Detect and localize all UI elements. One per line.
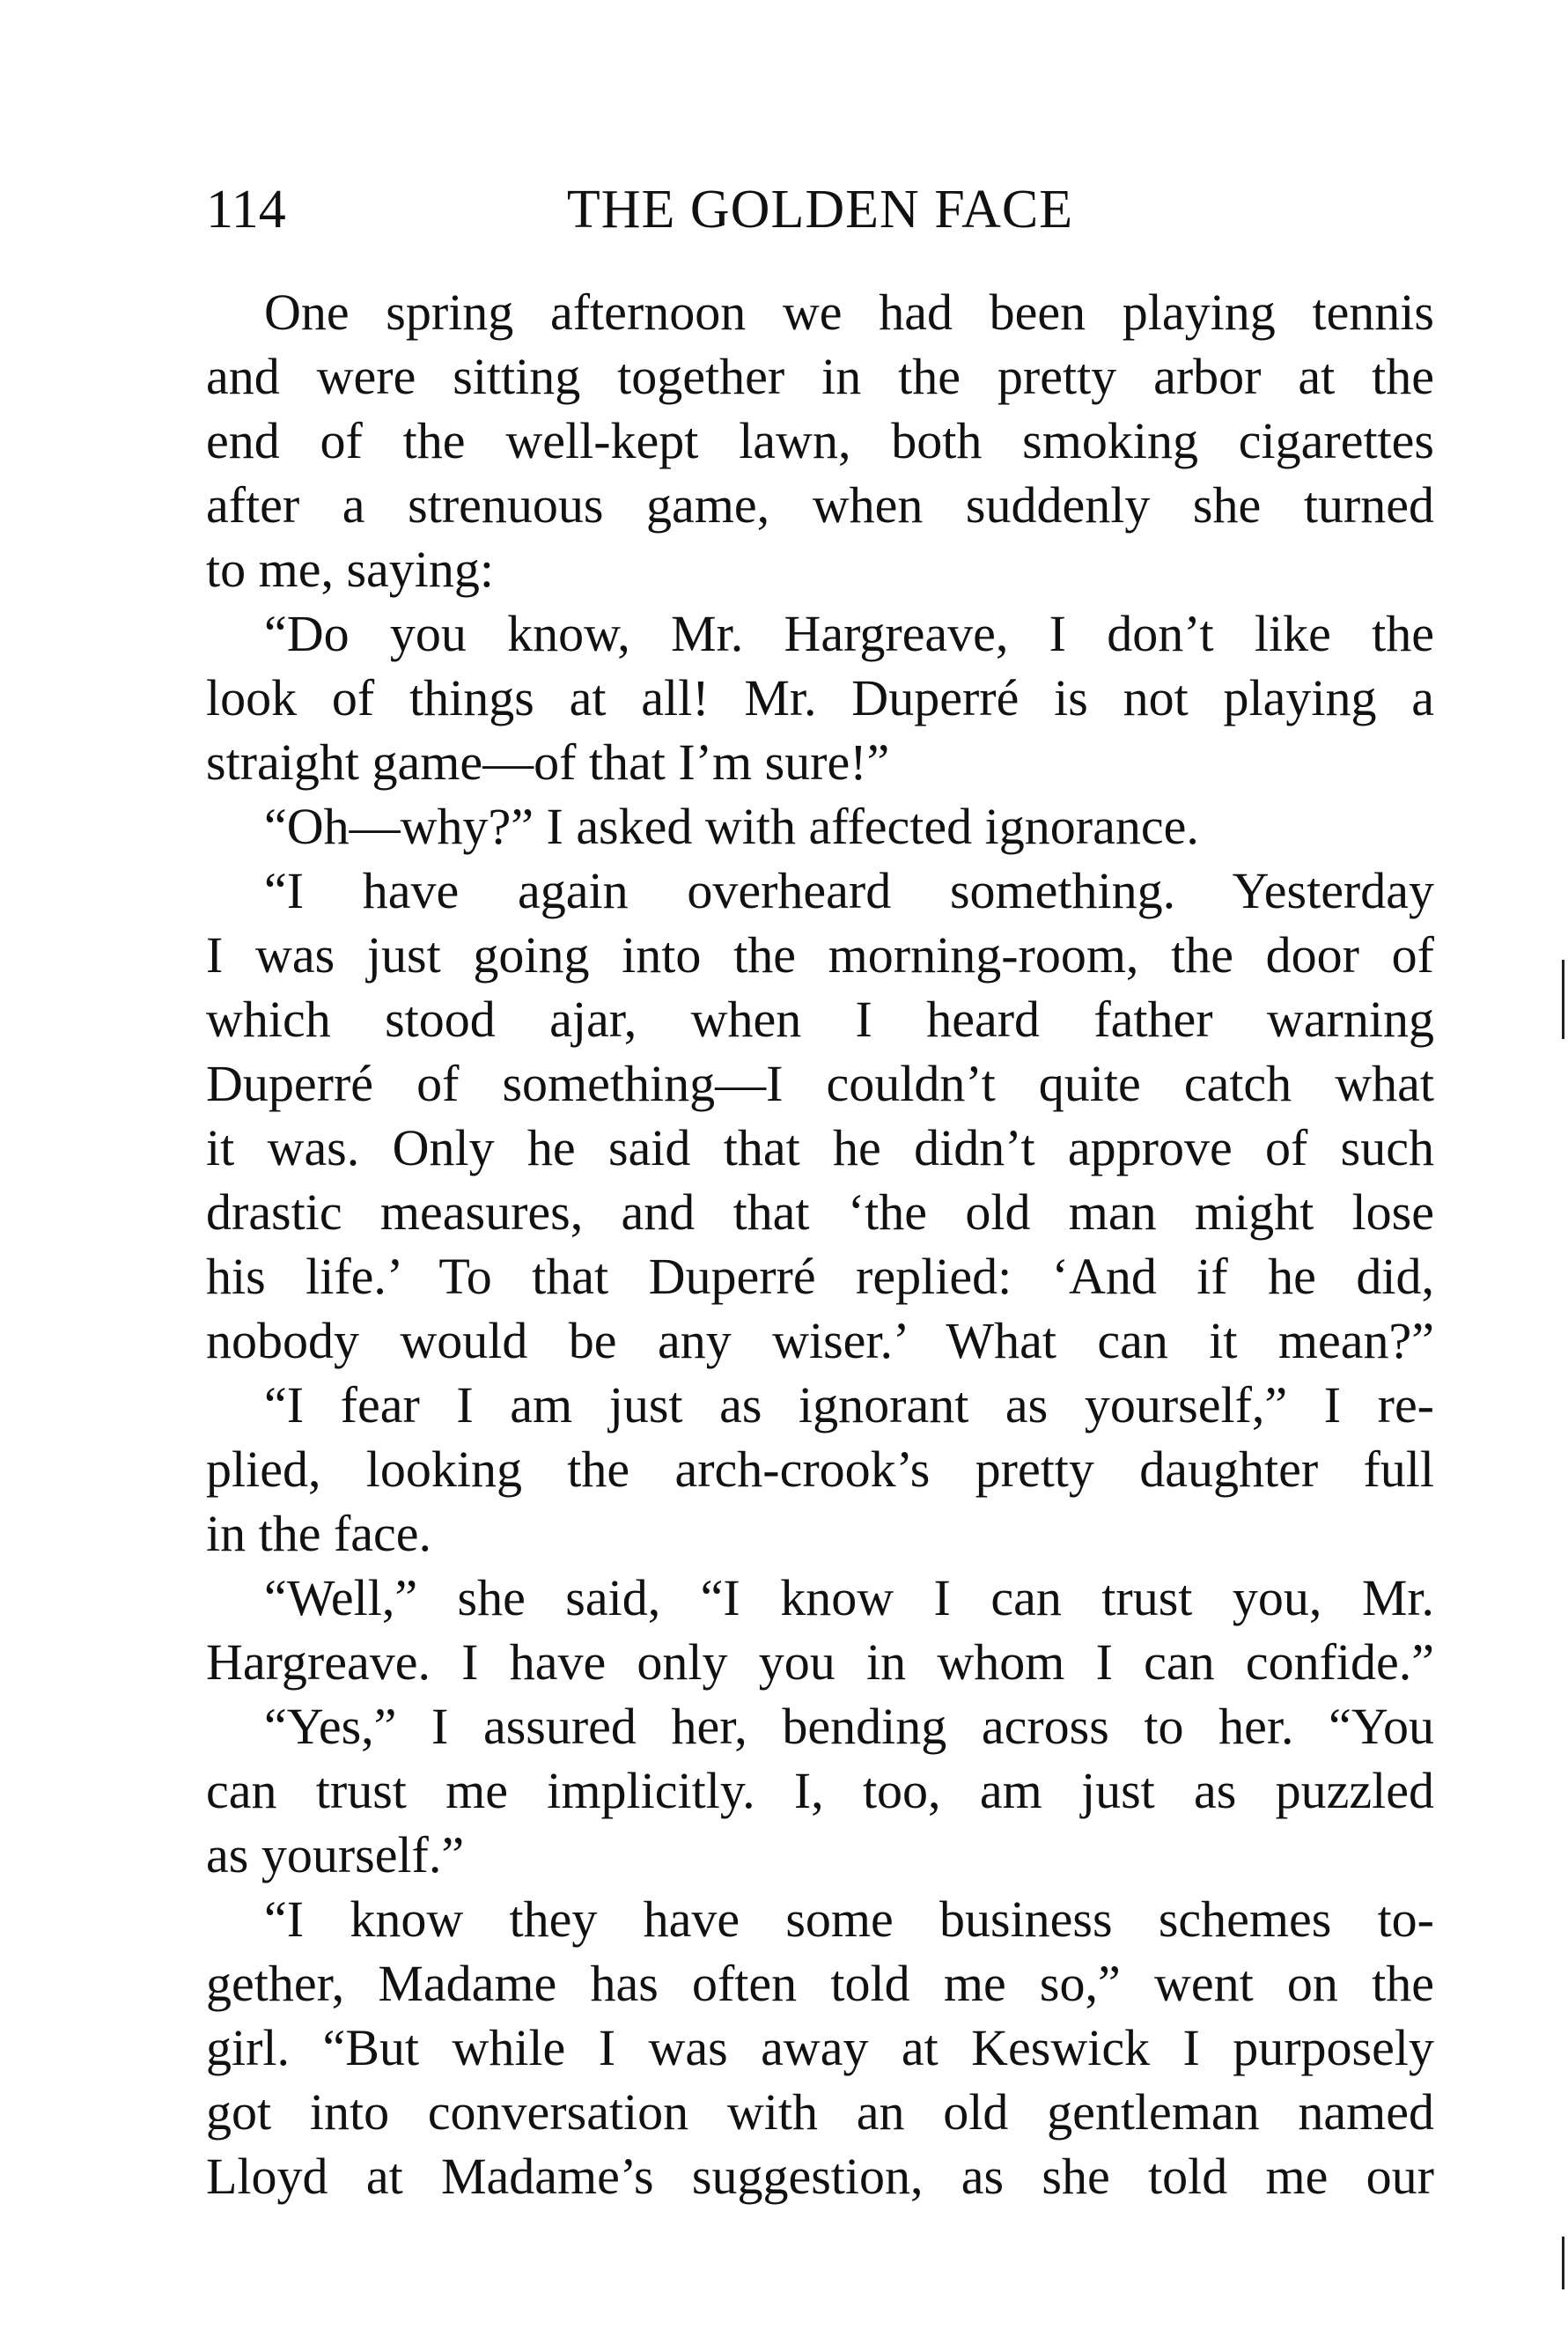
scan-edge-mark [1562, 2237, 1564, 2289]
text-line: “I have again overheard something. Yesterday [264, 862, 1434, 919]
text-line: Lloyd at Madame’s suggestion, as she told me our [206, 2148, 1434, 2205]
text-line: “I fear I am just as ignorant as yourself,” I re- [264, 1376, 1434, 1434]
text-line: can trust me implicitly. I, too, am just as puzzled [206, 1762, 1434, 1819]
text-line: which stood ajar, when I heard father warning [206, 991, 1434, 1048]
text-line: and were sitting together in the pretty arbor at the [206, 348, 1434, 405]
text-line: look of things at all! Mr. Duperré is not playing a [206, 669, 1434, 726]
text-line: Hargreave. I have only you in whom I can confide.” [206, 1633, 1434, 1691]
text-line: to me, saying: [206, 541, 495, 598]
text-line: “Do you know, Mr. Hargreave, I don’t like the [264, 605, 1434, 662]
text-line: got into conversation with an old gentleman named [206, 2083, 1434, 2141]
body-text [206, 280, 1434, 2208]
text-line: “Oh—why?” I asked with affected ignorance. [264, 798, 1199, 855]
page-header [206, 174, 1434, 245]
text-line: as yourself.” [206, 1826, 465, 1883]
text-line: “I know they have some business schemes to- [264, 1890, 1434, 1948]
text-line: Duperré of something—I couldn’t quite catch what [206, 1055, 1434, 1112]
text-line: “Well,” she said, “I know I can trust you, Mr. [264, 1569, 1434, 1626]
text-line: straight game—of that I’m sure!” [206, 733, 890, 791]
text-line: I was just going into the morning-room, the door of [206, 926, 1434, 984]
text-line: nobody would be any wiser.’ What can it mean?” [206, 1312, 1434, 1369]
text-line: end of the well-kept lawn, both smoking cigarettes [206, 412, 1434, 469]
text-line: drastic measures, and that ‘the old man might lose [206, 1183, 1434, 1241]
page-number: 114 [206, 180, 286, 240]
text-line: after a strenuous game, when suddenly she turned [206, 476, 1434, 534]
text-line: “Yes,” I assured her, bending across to her. “You [264, 1698, 1434, 1755]
text-line: plied, looking the arch-crook’s pretty daughter full [206, 1441, 1434, 1498]
text-line: gether, Madame has often told me so,” went on the [206, 1955, 1434, 2012]
text-line: it was. Only he said that he didn’t approve of such [206, 1119, 1434, 1176]
text-line: in the face. [206, 1505, 432, 1562]
running-title: THE GOLDEN FACE [566, 180, 1074, 240]
text-line: his life.’ To that Duperré replied: ‘And if he did, [206, 1248, 1434, 1305]
text-line: girl. “But while I was away at Keswick I purposely [206, 2019, 1434, 2076]
scan-edge-mark [1562, 960, 1564, 1039]
text-line: One spring afternoon we had been playing tennis [264, 284, 1434, 341]
